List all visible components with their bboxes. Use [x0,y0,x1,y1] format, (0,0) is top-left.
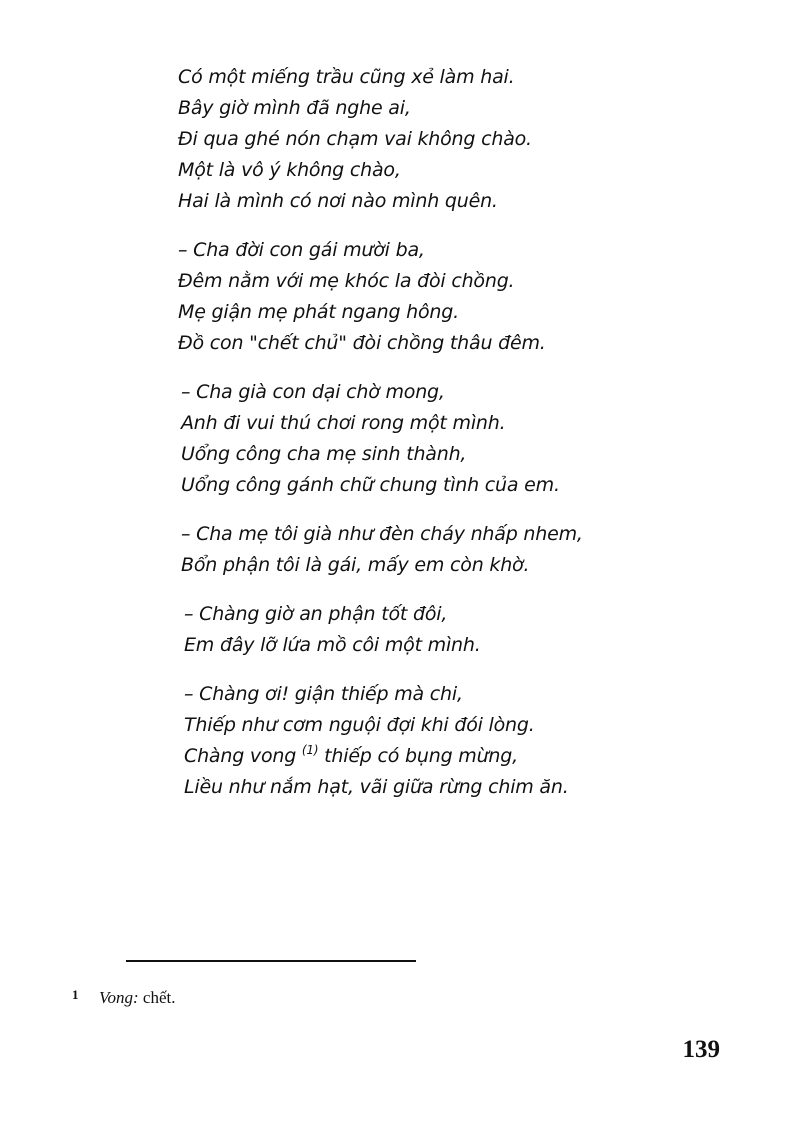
poem-line-with-footnote [178,741,738,772]
poem-line: Một là vô ý không chào, [178,159,401,181]
poem-line: Có một miếng trầu cũng xẻ làm hai. [178,66,515,88]
footnote-reference: (1) [301,743,319,757]
footnote-text: chết. [138,988,176,1007]
stanza-1 [178,62,738,217]
poem-line: Anh đi vui thú chơi rong một mình. [181,412,506,434]
poem-line: Bây giờ mình đã nghe ai, [178,97,411,119]
poem-line: Uổng công cha mẹ sinh thành, [181,443,467,465]
poem-line: – Chàng ơi! giận thiếp mà chi, [184,683,463,705]
footnote [72,987,176,1008]
stanza-5 [178,599,738,661]
footnote-divider [126,960,416,962]
poem-line: Liều như nắm hạt, vãi giữa rừng chim ăn. [184,776,569,798]
poem-line: – Cha mẹ tôi già như đèn cháy nhấp nhem, [181,523,583,545]
poem-line: – Chàng giờ an phận tốt đôi, [184,603,448,625]
page-number: 139 [682,1036,720,1063]
poem-body [178,62,738,821]
stanza-2 [178,235,738,359]
poem-line: Đi qua ghé nón chạm vai không chào. [178,128,532,150]
footnote-term: Vong: [99,988,139,1007]
poem-line: Thiếp như cơm nguội đợi khi đói lòng. [184,714,535,736]
poem-line: – Cha đời con gái mười ba, [178,239,425,261]
poem-line: Bổn phận tôi là gái, mấy em còn khờ. [181,554,530,576]
poem-line: Uổng công gánh chữ chung tình của em. [181,474,560,496]
poem-line: Đồ con "chết chủ" đòi chồng thâu đêm. [178,332,546,354]
footnote-mark: 1 [72,987,79,1002]
stanza-6 [178,679,738,803]
poem-line: Mẹ giận mẹ phát ngang hông. [178,301,459,323]
poem-line: – Cha già con dại chờ mong, [181,381,445,403]
stanza-3 [178,377,738,501]
poem-line: Đêm nằm với mẹ khóc la đòi chồng. [178,270,515,292]
line-text-before: Chàng vong [184,745,302,767]
poem-line: Hai là mình có nơi nào mình quên. [178,190,498,212]
stanza-4 [178,519,738,581]
line-text-after: thiếp có bụng mừng, [318,745,518,767]
poem-line: Em đây lỡ lứa mồ côi một mình. [184,634,481,656]
